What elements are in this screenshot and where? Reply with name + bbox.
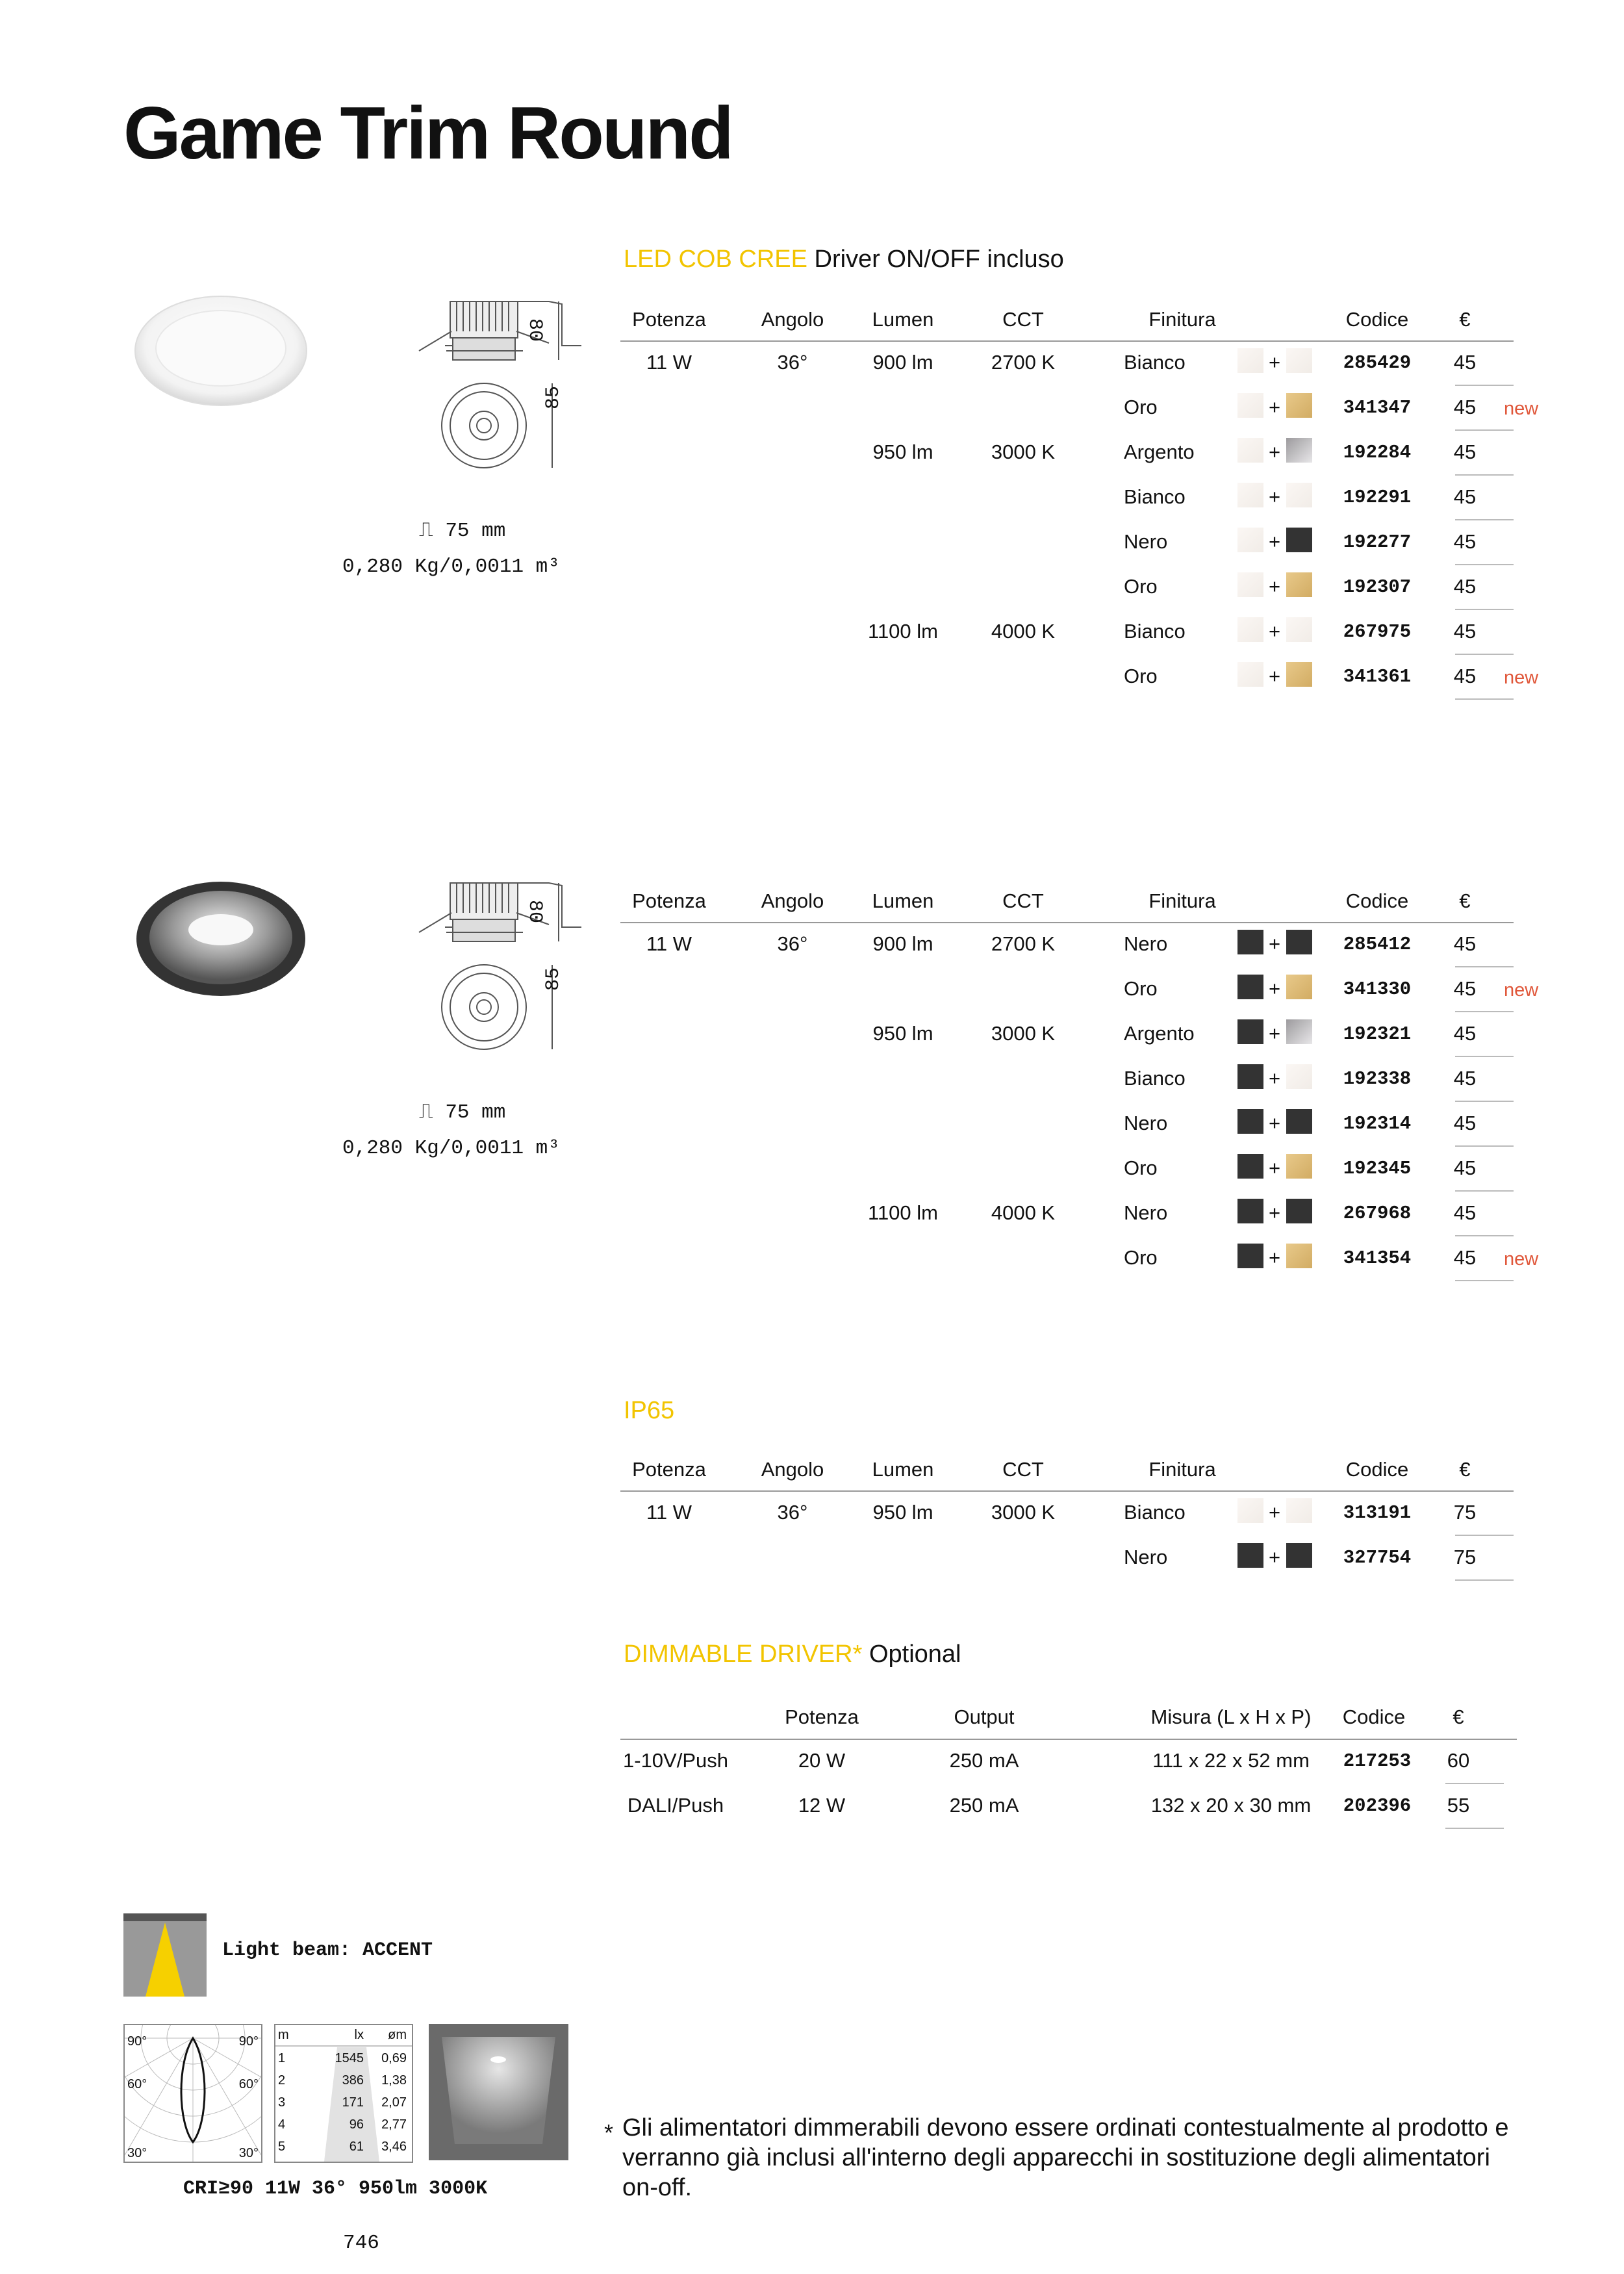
row-divider: [1455, 385, 1514, 386]
plus-sign: +: [1269, 1201, 1281, 1224]
column-header-angolo: Angolo: [761, 889, 824, 912]
cell-potenza: 11 W: [646, 1501, 692, 1524]
cell-codice: 341330: [1343, 978, 1412, 1000]
column-header-lumen: Lumen: [872, 308, 934, 331]
photometric-cell: 171: [342, 2095, 364, 2110]
cell-codice: 341361: [1343, 666, 1412, 687]
cell-finitura: Oro: [1124, 575, 1158, 598]
plus-sign: +: [1269, 932, 1281, 955]
cell-codice: 192345: [1343, 1158, 1412, 1179]
header-divider: [620, 922, 1514, 923]
row-divider: [1455, 1235, 1514, 1236]
finish-swatch-body: [1237, 1244, 1263, 1268]
plus-sign: +: [1269, 530, 1281, 553]
column-header-codice: Codice: [1345, 308, 1409, 331]
column-header-price: €: [1459, 889, 1471, 912]
table-row: [620, 932, 1595, 971]
photometric-cell: 4: [278, 2117, 286, 2132]
finish-swatch-body: [1237, 483, 1263, 507]
plus-sign: +: [1269, 396, 1281, 418]
table-row: [620, 620, 1595, 659]
plus-sign: +: [1269, 620, 1281, 643]
footnote-text: Gli alimentatori dimmerabili devono essere ordinati contestualmente al prodotto e verranno già inclusi all'interno degli apparecchi in sostituzione degli alimentatori on-off.: [622, 2114, 1509, 2201]
row-divider: [1455, 564, 1514, 565]
row-divider: [1455, 519, 1514, 520]
table-row: [620, 1546, 1595, 1585]
row-divider: [1455, 1056, 1514, 1057]
cell-price: 45: [1453, 485, 1477, 508]
cell-angolo: 36°: [777, 1501, 808, 1524]
cell-potenza: 11 W: [646, 932, 692, 955]
cell-potenza: 11 W: [646, 351, 692, 374]
table-row: [620, 485, 1595, 524]
cell-codice: 285412: [1343, 934, 1412, 955]
beam-caption: CRI≥90 11W 36° 950lm 3000K: [183, 2178, 488, 2200]
cell-finitura: Bianco: [1124, 351, 1186, 374]
cell-price: 45: [1453, 351, 1477, 374]
finish-swatch-trim: [1286, 1109, 1312, 1134]
plus-sign: +: [1269, 441, 1281, 463]
row-divider: [1455, 1280, 1514, 1281]
row-divider: [1455, 1101, 1514, 1102]
product-image-black: [133, 874, 315, 1004]
row-divider: [1455, 1579, 1514, 1581]
column-header-codice: Codice: [1345, 1458, 1409, 1481]
column-header-lumen: Lumen: [872, 889, 934, 912]
new-badge: new: [1504, 398, 1539, 419]
cell-finitura: Argento: [1124, 441, 1195, 463]
row-divider: [1455, 698, 1514, 700]
cell-codice: 341354: [1343, 1247, 1412, 1269]
column-header-cct: CCT: [1002, 889, 1044, 912]
driver-table: Potenza Output Misura (L x H x P) Codice € 1-10V/Push 20 W 250 mA 111 x 22 x 52 mm 217253 60 DALI/Push 12 W 250 mA 132 x 20 x 30 mm 202396 55: [620, 1702, 1530, 1832]
photometric-cell: 61: [349, 2140, 364, 2154]
product-table-black: [620, 887, 1595, 1290]
finish-swatch-trim: [1286, 483, 1312, 507]
cell-price: 45: [1453, 575, 1477, 598]
table-row: [620, 1156, 1595, 1195]
row-divider: [1455, 609, 1514, 610]
finish-swatch-body: [1237, 572, 1263, 597]
table-row: [620, 396, 1595, 435]
cutout-size: ⎍ 75 mm: [419, 1101, 506, 1124]
cell-finitura: Oro: [1124, 665, 1158, 687]
cell-cct: 3000 K: [991, 1501, 1056, 1524]
plus-sign: +: [1269, 1501, 1281, 1524]
plus-sign: +: [1269, 977, 1281, 1000]
cell-finitura: Nero: [1124, 1112, 1168, 1134]
cell-finitura: Nero: [1124, 1201, 1168, 1224]
cell-finitura: Oro: [1124, 1246, 1158, 1269]
cell-price: 45: [1453, 441, 1477, 463]
photometric-cell: 1545: [335, 2051, 364, 2065]
product-table-ip65: [620, 1455, 1595, 1585]
plus-sign: +: [1269, 1156, 1281, 1179]
finish-swatch-trim: [1286, 1244, 1312, 1268]
cell-price: 45: [1453, 932, 1477, 955]
weight-volume: 0,280 Kg/0,0011 m³: [342, 1137, 560, 1160]
finish-swatch-body: [1237, 930, 1263, 954]
column-header-finitura: Finitura: [1148, 889, 1216, 912]
footnote-star: *: [604, 2119, 614, 2146]
dimension-height: 80: [524, 318, 546, 342]
cell-driver-type: DALI/Push: [627, 1794, 724, 1817]
row-divider: [1455, 1190, 1514, 1192]
row-divider: [1455, 966, 1514, 967]
photometric-header: lx: [354, 2028, 364, 2042]
finish-swatch-body: [1237, 348, 1263, 373]
photometric-header: øm: [388, 2028, 407, 2042]
finish-swatch-body: [1237, 662, 1263, 687]
table-row: [620, 1112, 1595, 1151]
plus-sign: +: [1269, 665, 1281, 687]
cell-finitura: Bianco: [1124, 1067, 1186, 1090]
column-header-cct: CCT: [1002, 1458, 1044, 1481]
column-header-angolo: Angolo: [761, 1458, 824, 1481]
column-header-finitura: Finitura: [1148, 1458, 1216, 1481]
cell-lumen: 950 lm: [872, 1022, 933, 1045]
cell-output: 250 mA: [949, 1749, 1019, 1772]
finish-swatch-body: [1237, 528, 1263, 552]
cell-price: 45: [1453, 665, 1477, 687]
new-badge: new: [1504, 980, 1539, 1001]
column-header-potenza: Potenza: [632, 1458, 706, 1481]
column-header-codice: Codice: [1345, 889, 1409, 912]
cell-finitura: Oro: [1124, 977, 1158, 1000]
cell-lumen: 950 lm: [872, 441, 933, 463]
cell-finitura: Nero: [1124, 932, 1168, 955]
finish-swatch-trim: [1286, 1543, 1312, 1568]
cell-finitura: Nero: [1124, 530, 1168, 553]
cell-cct: 2700 K: [991, 351, 1056, 374]
photometric-cell: 0,69: [381, 2051, 407, 2065]
light-beam-label: Light beam: ACCENT: [222, 1939, 433, 1961]
column-header-angolo: Angolo: [761, 308, 824, 331]
cell-codice: 267968: [1343, 1203, 1412, 1224]
cell-codice: 192338: [1343, 1068, 1412, 1090]
cell-potenza: 20 W: [798, 1749, 846, 1772]
table-row: [620, 1067, 1595, 1106]
plus-sign: +: [1269, 485, 1281, 508]
plus-sign: +: [1269, 1067, 1281, 1090]
cell-output: 250 mA: [949, 1794, 1019, 1817]
finish-swatch-body: [1237, 1543, 1263, 1568]
finish-swatch-body: [1237, 1019, 1263, 1044]
finish-swatch-trim: [1286, 438, 1312, 463]
finish-swatch-trim: [1286, 930, 1312, 954]
finish-swatch-trim: [1286, 1498, 1312, 1523]
cell-price: 45: [1453, 1156, 1477, 1179]
product-image-white: [130, 292, 325, 409]
finish-swatch-trim: [1286, 528, 1312, 552]
column-header-price: €: [1459, 308, 1471, 331]
new-badge: new: [1504, 667, 1539, 688]
photometric-cell: 386: [342, 2073, 364, 2088]
cutout-icon: ⎍: [419, 520, 433, 543]
table-row: [620, 1201, 1595, 1240]
cutout-size: ⎍ 75 mm: [419, 520, 506, 543]
page-number: 746: [343, 2232, 379, 2255]
plus-sign: +: [1269, 1246, 1281, 1269]
new-badge: new: [1504, 1249, 1539, 1270]
cell-codice: 192291: [1343, 487, 1412, 508]
cell-price: 45: [1453, 396, 1477, 418]
plus-sign: +: [1269, 575, 1281, 598]
cell-finitura: Argento: [1124, 1022, 1195, 1045]
cutout-icon: ⎍: [419, 1101, 433, 1124]
photometric-cell: 5: [278, 2140, 286, 2154]
column-header-potenza: Potenza: [632, 308, 706, 331]
cell-codice: 341347: [1343, 397, 1412, 418]
finish-swatch-body: [1237, 617, 1263, 642]
finish-swatch-trim: [1286, 393, 1312, 418]
cell-price: 45: [1453, 530, 1477, 553]
cell-price: 45: [1453, 1067, 1477, 1090]
column-header-cct: CCT: [1002, 308, 1044, 331]
cell-codice: 192314: [1343, 1113, 1412, 1134]
finish-swatch-trim: [1286, 1154, 1312, 1179]
section-title: [624, 246, 1064, 274]
room-render-image: [429, 2024, 568, 2160]
cell-finitura: Bianco: [1124, 485, 1186, 508]
photometric-cell: 3,46: [381, 2140, 407, 2154]
cell-finitura: Bianco: [1124, 620, 1186, 643]
finish-swatch-body: [1237, 1109, 1263, 1134]
column-header-potenza: Potenza: [632, 889, 706, 912]
finish-swatch-trim: [1286, 1019, 1312, 1044]
cell-misura: 111 x 22 x 52 mm: [1152, 1749, 1310, 1772]
polar-diagram: 90° 90° 60° 60° 30° 30°: [123, 2024, 262, 2163]
product-table-white: [620, 305, 1595, 708]
row-divider: [1445, 1828, 1504, 1829]
cell-cct: 2700 K: [991, 932, 1056, 955]
cell-price: 60: [1447, 1749, 1470, 1772]
finish-swatch-trim: [1286, 348, 1312, 373]
cell-codice: 217253: [1343, 1750, 1412, 1772]
section-title-accent: LED COB CREE: [624, 246, 807, 273]
table-row: [620, 1501, 1595, 1540]
cell-codice: 192277: [1343, 531, 1412, 553]
cell-finitura: Oro: [1124, 1156, 1158, 1179]
row-divider: [1455, 1011, 1514, 1012]
row-divider: [1455, 429, 1514, 431]
header-divider: [620, 340, 1514, 342]
section-title-rest: Driver ON/OFF incluso: [814, 246, 1064, 273]
page-title: Game Trim Round: [123, 92, 732, 175]
section-title-dimmable: DIMMABLE DRIVER* Optional: [624, 1641, 961, 1668]
finish-swatch-trim: [1286, 1064, 1312, 1089]
column-header-price: €: [1459, 1458, 1471, 1481]
cell-codice: 192284: [1343, 442, 1412, 463]
cell-price: 45: [1453, 620, 1477, 643]
cell-price: 45: [1453, 1022, 1477, 1045]
photometric-cell: 96: [349, 2117, 364, 2132]
plus-sign: +: [1269, 1112, 1281, 1134]
table-row: [620, 351, 1595, 390]
table-row: [620, 665, 1595, 704]
finish-swatch-trim: [1286, 572, 1312, 597]
cell-lumen: 900 lm: [872, 351, 933, 374]
finish-swatch-body: [1237, 975, 1263, 999]
cell-price: 75: [1453, 1501, 1477, 1524]
photometric-table: [274, 2024, 413, 2163]
cell-lumen: 1100 lm: [868, 620, 938, 643]
dimension-height: 80: [524, 900, 546, 924]
cell-codice: 267975: [1343, 621, 1412, 643]
cell-cct: 3000 K: [991, 1022, 1056, 1045]
photometric-cell: 1: [278, 2051, 286, 2065]
table-row: [620, 1246, 1595, 1285]
cell-cct: 3000 K: [991, 441, 1056, 463]
row-divider: [1455, 1145, 1514, 1147]
header-divider: [620, 1739, 1517, 1740]
driver-row: [620, 1794, 1530, 1833]
cell-cct: 4000 K: [991, 1201, 1056, 1224]
cell-finitura: Oro: [1124, 396, 1158, 418]
finish-swatch-body: [1237, 438, 1263, 463]
cell-codice: 192321: [1343, 1023, 1412, 1045]
finish-swatch-body: [1237, 1064, 1263, 1089]
photometric-cell: 2,07: [381, 2095, 407, 2110]
plus-sign: +: [1269, 351, 1281, 374]
column-header-lumen: Lumen: [872, 1458, 934, 1481]
row-divider: [1455, 1535, 1514, 1536]
plus-sign: +: [1269, 1546, 1281, 1568]
cell-codice: 202396: [1343, 1795, 1412, 1817]
cell-price: 45: [1453, 977, 1477, 1000]
photometric-cell: 1,38: [381, 2073, 407, 2088]
photometric-header: m: [278, 2028, 289, 2042]
cell-price: 45: [1453, 1246, 1477, 1269]
finish-swatch-trim: [1286, 1199, 1312, 1223]
header-divider: [620, 1490, 1514, 1492]
photometric-cell: 3: [278, 2095, 286, 2110]
table-row: [620, 441, 1595, 479]
finish-swatch-body: [1237, 1498, 1263, 1523]
cell-price: 45: [1453, 1201, 1477, 1224]
finish-swatch-trim: [1286, 617, 1312, 642]
row-divider: [1455, 474, 1514, 476]
section-title-ip65: IP65: [624, 1397, 675, 1424]
light-beam-icon: [123, 1913, 207, 1997]
row-divider: [1445, 1783, 1504, 1784]
photometric-cell: 2: [278, 2073, 286, 2088]
row-divider: [1455, 654, 1514, 655]
cell-codice: 313191: [1343, 1502, 1412, 1524]
driver-row: [620, 1749, 1530, 1788]
finish-swatch-body: [1237, 1154, 1263, 1179]
cell-angolo: 36°: [777, 932, 808, 955]
cell-price: 55: [1447, 1794, 1470, 1817]
plus-sign: +: [1269, 1022, 1281, 1045]
weight-volume: 0,280 Kg/0,0011 m³: [342, 556, 560, 578]
dimension-diameter: 85: [542, 385, 565, 409]
table-row: [620, 530, 1595, 569]
cell-lumen: 900 lm: [872, 932, 933, 955]
finish-swatch-body: [1237, 393, 1263, 418]
column-header-finitura: Finitura: [1148, 308, 1216, 331]
cell-price: 45: [1453, 1112, 1477, 1134]
cell-codice: 327754: [1343, 1547, 1412, 1568]
table-row: [620, 575, 1595, 614]
cell-cct: 4000 K: [991, 620, 1056, 643]
cell-misura: 132 x 20 x 30 mm: [1150, 1794, 1312, 1817]
cell-potenza: 12 W: [798, 1794, 846, 1817]
cell-driver-type: 1-10V/Push: [623, 1749, 728, 1772]
cell-codice: 192307: [1343, 576, 1412, 598]
photometric-cell: 2,77: [381, 2117, 407, 2132]
cell-angolo: 36°: [777, 351, 808, 374]
finish-swatch-trim: [1286, 662, 1312, 687]
cell-lumen: 1100 lm: [868, 1201, 938, 1224]
table-row: [620, 1022, 1595, 1061]
dimension-diameter: 85: [542, 967, 565, 991]
cell-lumen: 950 lm: [872, 1501, 933, 1524]
cell-finitura: Bianco: [1124, 1501, 1186, 1524]
finish-swatch-trim: [1286, 975, 1312, 999]
cell-price: 75: [1453, 1546, 1477, 1568]
cell-finitura: Nero: [1124, 1546, 1168, 1568]
table-row: [620, 977, 1595, 1016]
cell-codice: 285429: [1343, 352, 1412, 374]
finish-swatch-body: [1237, 1199, 1263, 1223]
